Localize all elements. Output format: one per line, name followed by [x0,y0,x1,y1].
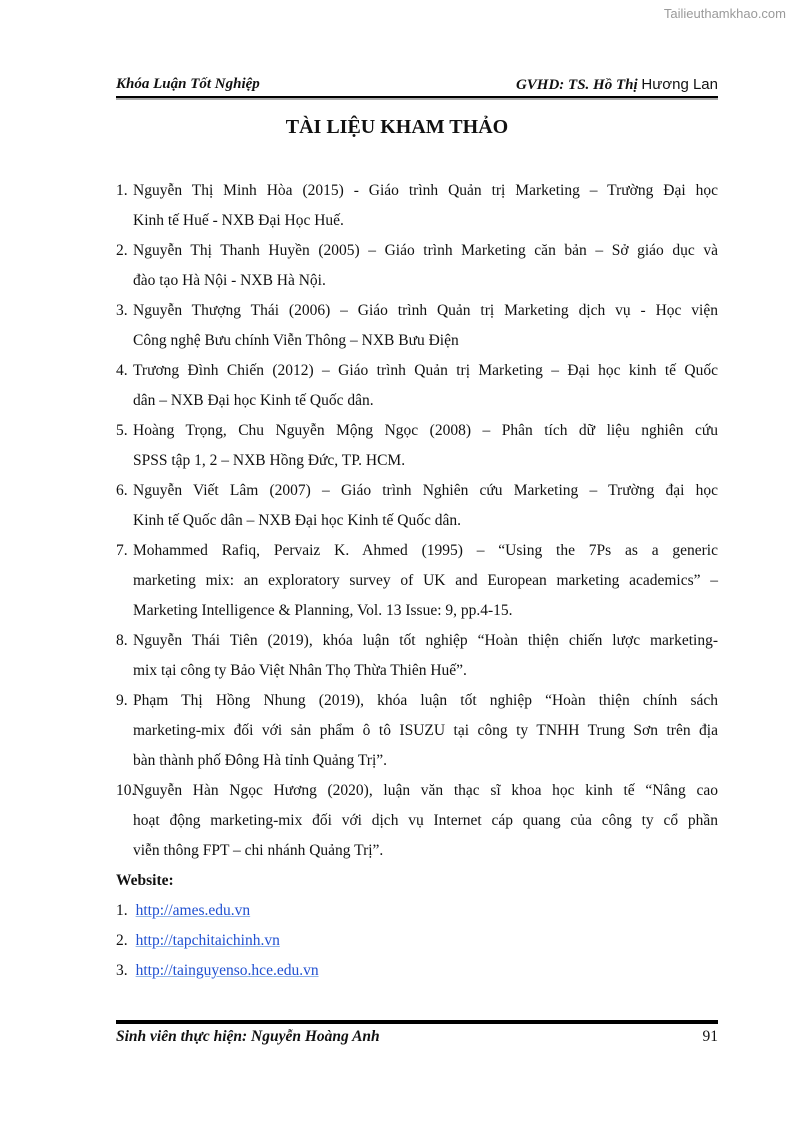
header-advisor-name: Hương Lan [641,76,718,93]
website-item [116,956,718,986]
website-number: 3. [116,962,128,979]
reference-line: Hoàng Trọng, Chu Nguyễn Mộng Ngọc (2008) – Phân tích dữ liệu nghiên cứu [133,422,718,439]
reference-line: Nguyễn Thái Tiên (2019), khóa luận tốt nghiệp “Hoàn thiện chiến lược marketing- [133,632,718,649]
reference-line: Nguyễn Thượng Thái (2006) – Giáo trình Quản trị Marketing dịch vụ - Học viện [133,302,718,319]
page-title: TÀI LIỆU KHAM THẢO [285,116,509,138]
website-number: 2. [116,932,128,949]
reference-line: Phạm Thị Hồng Nhung (2019), khóa luận tốt nghiệp “Hoàn thiện chính sách [133,692,718,709]
reference-number: 6. [116,482,128,499]
reference-line: Nguyễn Thị Minh Hòa (2015) - Giáo trình Quản trị Marketing – Trường Đại học [133,182,718,199]
reference-number: 9. [116,692,128,709]
reference-line: Mohammed Rafiq, Pervaiz K. Ahmed (1995) – “Using the 7Ps as a generic [133,542,718,559]
reference-line: viễn thông FPT – chi nhánh Quảng Trị”. [133,842,384,859]
page-footer [116,1028,718,1046]
reference-number: 3. [116,302,128,319]
watermark: Tailieuthamkhao.com [663,6,786,21]
reference-line: marketing mix: an exploratory survey of UK and European marketing academics” – [133,572,718,589]
reference-item [116,686,718,776]
reference-line: Nguyễn Thị Thanh Huyền (2005) – Giáo trình Marketing căn bản – Sở giáo dục và [133,242,718,259]
header-left: Khóa Luận Tốt Nghiệp [116,76,260,92]
reference-line: bàn thành phố Đông Hà tỉnh Quảng Trị”. [133,752,388,769]
reference-line: mix tại công ty Bảo Việt Nhân Thọ Thừa Thiên Huế”. [133,662,467,679]
website-link[interactable]: http://ames.edu.vn [135,902,251,919]
reference-item [116,626,718,686]
reference-line: hoạt động marketing-mix đối với dịch vụ Internet cáp quang của công ty cổ phần [133,812,718,829]
website-number: 1. [116,902,128,919]
page-header [116,76,718,94]
reference-number: 8. [116,632,128,649]
reference-list [116,176,718,986]
reference-line: dân – NXB Đại học Kinh tế Quốc dân. [133,392,374,409]
reference-item [116,176,718,236]
reference-line: SPSS tập 1, 2 – NXB Hồng Đức, TP. HCM. [133,452,406,469]
reference-item [116,476,718,536]
footer-author: Sinh viên thực hiện: Nguyễn Hoàng Anh [116,1028,380,1045]
reference-item [116,356,718,416]
website-item [116,896,718,926]
page-number: 91 [702,1028,718,1045]
reference-line: đào tạo Hà Nội - NXB Hà Nội. [133,272,326,289]
reference-number: 5. [116,422,128,439]
reference-line: Nguyễn Viết Lâm (2007) – Giáo trình Nghiên cứu Marketing – Trường đại học [133,482,718,499]
reference-line: Trương Đình Chiến (2012) – Giáo trình Quản trị Marketing – Đại học kinh tế Quốc [133,362,718,379]
website-link[interactable]: http://tapchitaichinh.vn [135,932,280,949]
reference-number: 2. [116,242,128,259]
reference-line: marketing-mix đối với sản phẩm ô tô ISUZU tại công ty TNHH Trung Sơn trên địa [133,722,718,739]
footer-divider [116,1020,718,1024]
reference-item [116,236,718,296]
reference-item [116,776,718,866]
header-divider [116,96,718,100]
header-advisor: GVHD: TS. Hồ Thị [515,77,638,93]
header-right [516,76,718,94]
reference-number: 1. [116,182,128,199]
website-item [116,926,718,956]
reference-number: 7. [116,542,128,559]
reference-number: 10. [116,782,136,799]
reference-line: Marketing Intelligence & Planning, Vol. 13 Issue: 9, pp.4-15. [133,602,513,619]
reference-item [116,536,718,626]
website-heading: Website: [116,872,174,889]
reference-line: Kinh tế Huế - NXB Đại Học Huế. [133,212,344,229]
reference-item [116,296,718,356]
reference-line: Nguyễn Hàn Ngọc Hương (2020), luận văn thạc sĩ khoa học kinh tế “Nâng cao [133,782,718,799]
reference-line: Công nghệ Bưu chính Viễn Thông – NXB Bưu Điện [133,332,459,349]
reference-line: Kinh tế Quốc dân – NXB Đại học Kinh tế Quốc dân. [133,512,462,529]
reference-number: 4. [116,362,128,379]
website-link[interactable]: http://tainguyenso.hce.edu.vn [135,962,319,979]
reference-item [116,416,718,476]
